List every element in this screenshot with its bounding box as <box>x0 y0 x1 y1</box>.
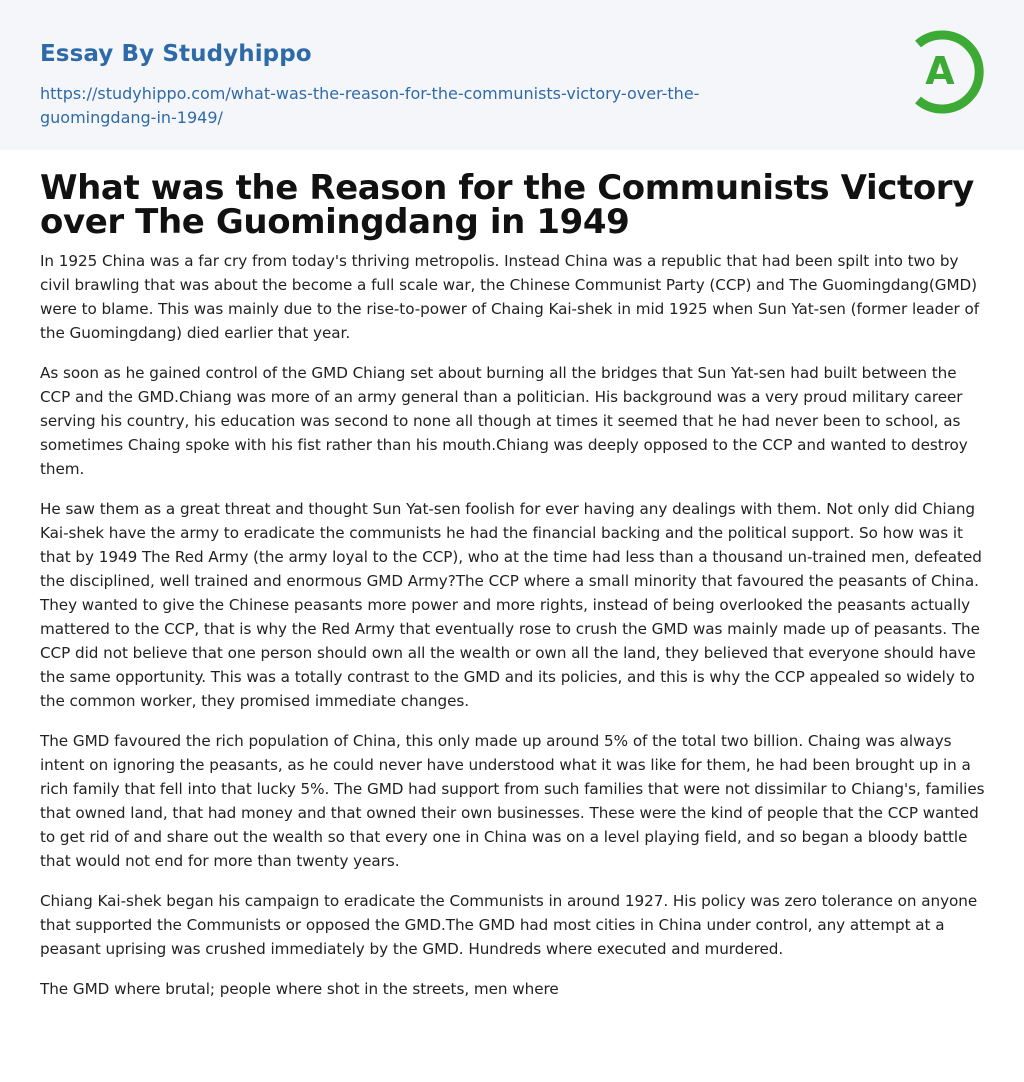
site-header <box>0 0 1024 150</box>
site-brand[interactable]: Essay By Studyhippo <box>40 41 312 67</box>
essay-paragraph: In 1925 China was a far cry from today's thriving metropolis. Instead China was a republic that had been spilt into two by civil brawling that was about the become a full scale war, the Chinese Communist Party (CCP) and The Guomingdang(GMD) were to blame. This was mainly due to the rise-to-power of Chaing Kai-shek in mid 1925 when Sun Yat-sen (former leader of the Guomingdang) died earlier that year. <box>40 252 980 342</box>
essay-url-link[interactable]: https://studyhippo.com/what-was-the-reason-for-the-communists-victory-over-the-guomingdang-in-1949/ <box>40 84 700 127</box>
essay-paragraph: The GMD where brutal; people where shot in the streets, men where <box>40 980 559 998</box>
essay-title: What was the Reason for the Communists Victory over The Guomingdang in 1949 <box>40 168 974 242</box>
essay-paragraph: He saw them as a great threat and thought Sun Yat-sen foolish for ever having any dealings with them. Not only did Chiang Kai-shek have the army to eradicate the communists he had the financial backing and the political support. So how was it that by 1949 The Red Army (the army loyal to the CCP), who at the time had less than a thousand un-trained men, defeated the disciplined, well trained and enormous GMD Army?The CCP where a small minority that favoured the peasants of China. They wanted to give the Chinese peasants more power and more rights, instead of being overlooked the peasants actually mattered to the CCP, that is why the Red Army that eventually rose to crush the GMD was mainly made up of peasants. The CCP did not believe that one person should own all the wealth or own all the land, they believed that everyone should have the same opportunity. This was a totally contrast to the GMD and its policies, and this is why the CCP appealed so widely to the common worker, they promised immediate changes. <box>40 500 982 710</box>
logo-letter: A <box>925 49 955 93</box>
essay-paragraph: The GMD favoured the rich population of China, this only made up around 5% of the total two billion. Chaing was always intent on ignoring the peasants, as he could never have understood what it was like for them, he had been brought up in a rich family that fell into that lucky 5%. The GMD had support from such families that were not dissimilar to Chiang's, families that owned land, that had money and that owned their own businesses. These were the kind of people that the CCP wanted to get rid of and share out the wealth so that every one in China was on a level playing field, and so began a bloody battle that would not end for more than twenty years. <box>40 732 985 870</box>
essay-body <box>40 249 986 1017</box>
essay-paragraph: As soon as he gained control of the GMD Chiang set about burning all the bridges that Sun Yat-sen had built between the CCP and the GMD.Chiang was more of an army general than a politician. His background was a very proud military career serving his country, his education was second to none all though at times it seemed that he had never been to school, as sometimes Chaing spoke with his fist rather than his mouth.Chiang was deeply opposed to the CCP and wanted to destroy them. <box>40 364 968 478</box>
essay-paragraph: Chiang Kai-shek began his campaign to eradicate the Communists in around 1927. His policy was zero tolerance on anyone that supported the Communists or opposed the GMD.The GMD had most cities in China under control, any attempt at a peasant uprising was crushed immediately by the GMD. Hundreds where executed and murdered. <box>40 892 978 958</box>
studyhippo-logo-icon[interactable] <box>904 28 988 116</box>
